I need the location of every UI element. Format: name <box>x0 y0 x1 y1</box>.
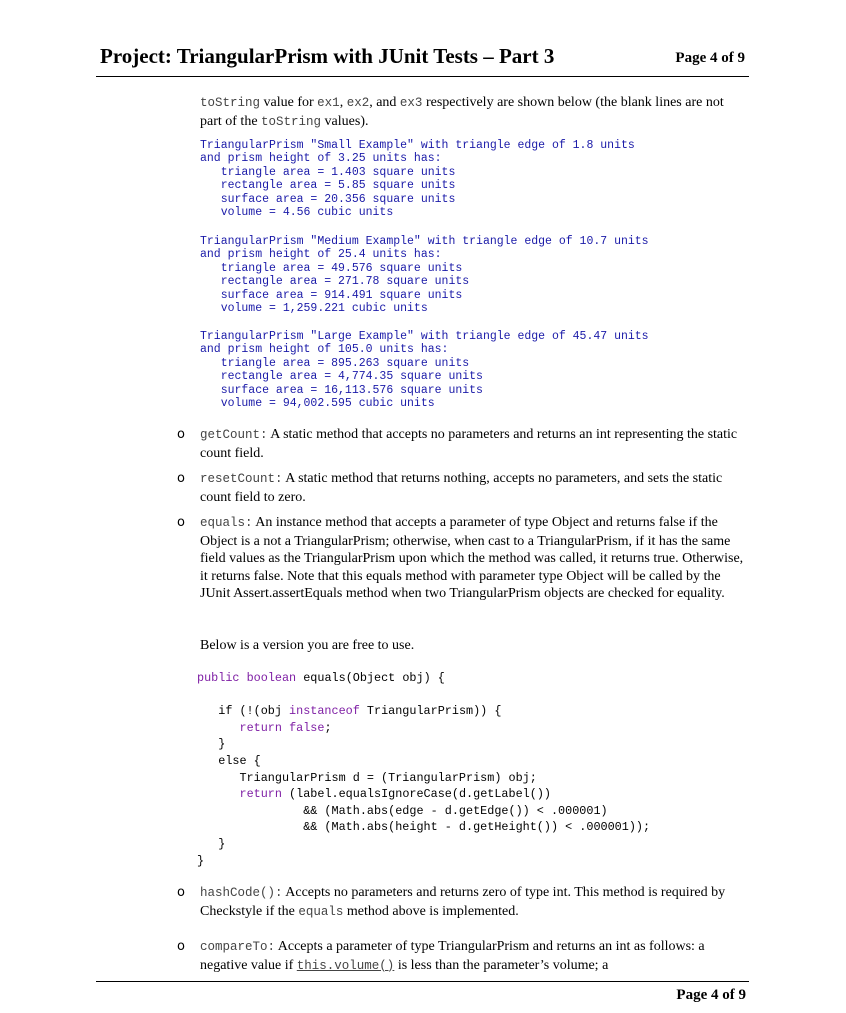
text-run: Accepts no parameters and returns zero of type int. This method is required by Checkstyle if the <box>200 885 726 919</box>
method-name: resetCount: <box>200 472 283 486</box>
text-run: An instance method that accepts a parameter of type Object and returns false if the Object is a not a TriangularPrism; otherwise, when cast to a TriangularPrism, if it has the same field values as the TriangularPrism upon which the method was called, it returns true. Otherwise, it returns false. Note that this equals method with parameter type Object will be called by the JUnit Assert.assertEquals method when two TriangularPrism objects are checked for equality. <box>200 515 744 601</box>
inline-code: this.volume() <box>296 958 395 973</box>
code-line: && (Math.abs(edge - d.getEdge()) < .000001) <box>197 803 608 818</box>
output-line: volume = 1,259.221 cubic units <box>200 302 428 316</box>
inline-code: equals <box>298 904 344 919</box>
output-line: volume = 94,002.595 cubic units <box>200 397 435 411</box>
bullet-icon: o <box>177 427 185 442</box>
output-line: TriangularPrism "Medium Example" with triangle edge of 10.7 units <box>200 235 649 248</box>
text-run: is less than the parameter’s volume; a <box>394 957 609 973</box>
code-line <box>197 687 650 704</box>
output-line: triangle area = 895.263 square units <box>200 356 470 370</box>
keyword: instanceof <box>289 704 360 719</box>
output-line: surface area = 914.491 square units <box>200 288 463 302</box>
output-line: and prism height of 3.25 units has: <box>200 152 442 166</box>
code-line <box>197 670 650 687</box>
code-line <box>197 786 650 803</box>
tostring-output-large <box>200 330 649 410</box>
output-line: TriangularPrism "Small Example" with triangle edge of 1.8 units <box>200 139 635 152</box>
getcount-description <box>200 426 746 462</box>
tostring-output-medium <box>200 235 649 315</box>
keyword: public <box>197 671 240 685</box>
method-name: getCount: <box>200 428 268 442</box>
output-line: rectangle area = 5.85 square units <box>200 179 456 193</box>
output-line: surface area = 16,113.576 square units <box>200 383 483 397</box>
method-name: hashCode(): <box>200 886 283 900</box>
text-run: A static method that accepts no parameters and returns an int representing the static count field. <box>200 427 738 461</box>
output-line: rectangle area = 271.78 square units <box>200 275 470 289</box>
page-header <box>96 44 749 77</box>
keyword: return <box>239 720 282 735</box>
output-line: and prism height of 105.0 units has: <box>200 343 449 357</box>
code-line: } <box>197 853 205 868</box>
header-page-number: Page 4 of 9 <box>675 50 745 66</box>
text-run: respectively are shown below (the blank lines are not part of the <box>200 95 724 129</box>
code-line: && (Math.abs(height - d.getHeight()) < .000001)); <box>197 820 651 835</box>
code-line <box>197 703 650 720</box>
output-line: and prism height of 25.4 units has: <box>200 248 442 262</box>
bullet-icon: o <box>177 471 185 486</box>
output-line: triangle area = 49.576 square units <box>200 261 463 275</box>
tostring-output-small <box>200 139 635 219</box>
equals-free-version-note: Below is a version you are free to use. <box>200 638 415 653</box>
code-line: else { <box>197 753 261 768</box>
keyword: boolean <box>246 671 297 685</box>
keyword: return <box>239 787 282 802</box>
text-run: Accepts a parameter of type TriangularPrism and returns an int as follows: a negative value if <box>200 939 705 973</box>
tostring-intro-paragraph <box>200 94 745 131</box>
code-line: } <box>197 737 226 752</box>
hashcode-description <box>200 884 746 921</box>
text-run: values). <box>321 113 369 129</box>
code-text: TriangularPrism)) { <box>359 704 502 719</box>
code-text: equals(Object obj) { <box>296 671 445 685</box>
text-run: value for <box>260 95 318 110</box>
output-line: triangle area = 1.403 square units <box>200 165 456 179</box>
inline-code: toString <box>261 114 322 129</box>
text-run: , <box>339 95 347 110</box>
equals-description <box>200 514 746 603</box>
code-line <box>197 720 650 737</box>
inline-code: ex3 <box>399 96 423 110</box>
bullet-icon: o <box>177 515 185 530</box>
inline-code: ex1 <box>317 96 340 110</box>
code-text: ; <box>324 720 332 735</box>
output-line: volume = 4.56 cubic units <box>200 206 394 220</box>
bullet-icon: o <box>177 885 185 900</box>
code-line: } <box>197 836 226 851</box>
code-text: if (!(obj <box>197 704 290 719</box>
bullet-icon: o <box>177 939 185 954</box>
text-run: A static method that returns nothing, accepts no parameters, and sets the static count field to zero. <box>200 471 723 505</box>
equals-code-block <box>197 670 650 869</box>
output-line: surface area = 20.356 square units <box>200 192 456 206</box>
keyword: false <box>289 720 325 735</box>
output-line: rectangle area = 4,774.35 square units <box>200 370 483 384</box>
document-title: Project: TriangularPrism with JUnit Tests – Part 3 <box>100 44 555 68</box>
text-run: method above is implemented. <box>343 903 519 919</box>
text-run: , and <box>369 95 400 110</box>
code-line: TriangularPrism d = (TriangularPrism) obj; <box>197 770 537 785</box>
output-line: TriangularPrism "Large Example" with triangle edge of 45.47 units <box>200 330 649 343</box>
footer-rule <box>96 981 749 982</box>
inline-code: toString <box>200 96 261 110</box>
inline-code: ex2 <box>346 96 370 110</box>
code-text: (label.equalsIgnoreCase(d.getLabel()) <box>281 787 551 802</box>
resetcount-description <box>200 470 746 506</box>
method-name: equals: <box>200 516 253 530</box>
footer-page-number: Page 4 of 9 <box>676 987 746 1003</box>
compareto-description <box>200 938 746 975</box>
method-name: compareTo: <box>200 940 276 954</box>
